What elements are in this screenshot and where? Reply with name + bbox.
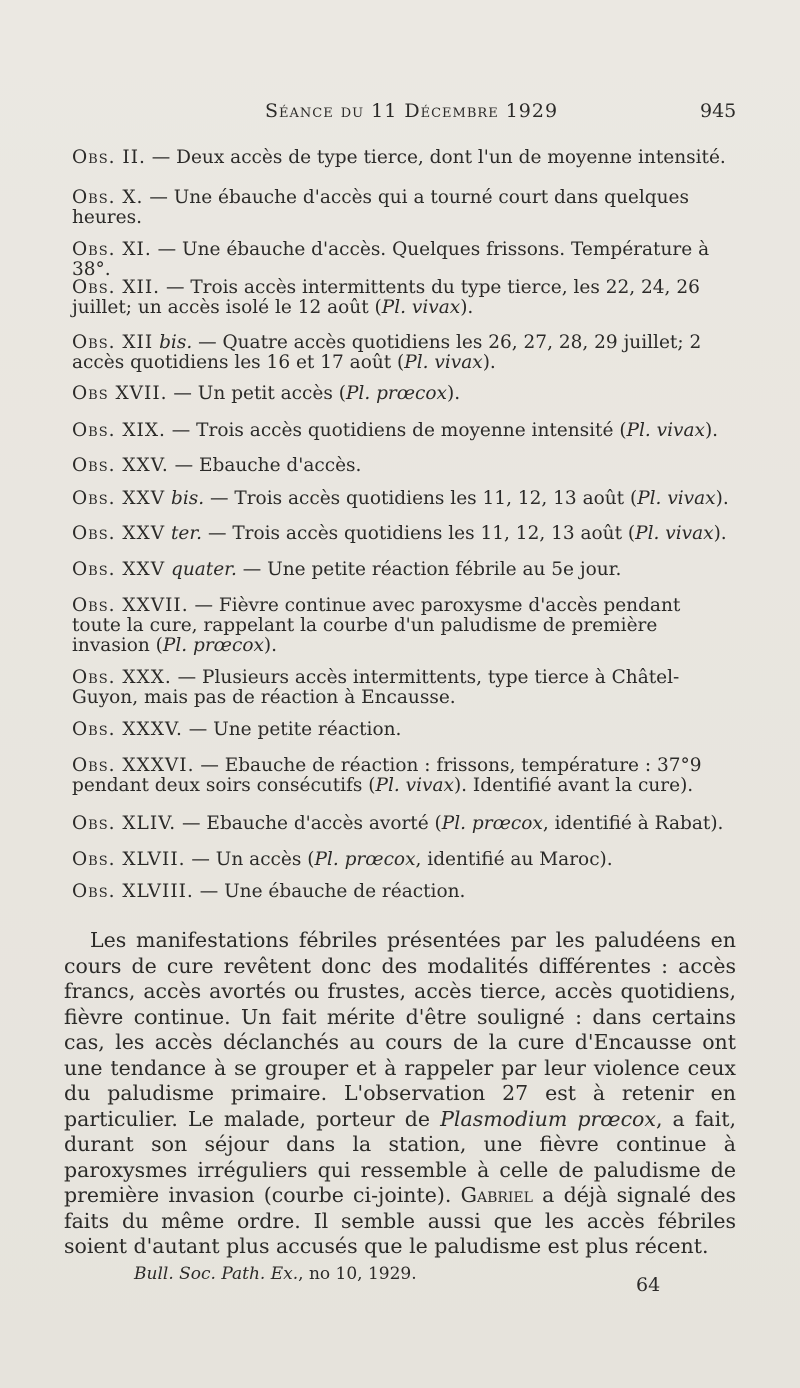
observation-label: Obs. XLIV. [72,813,177,834]
observation-entry [72,524,732,544]
observation-text-end: , identifié à Rabat). [542,813,724,834]
observation-entry [72,489,732,509]
observation-label: Obs. II. [72,147,146,168]
page-footer [0,1260,800,1300]
observation-entry [72,756,732,796]
observation-label: Obs. XI. [72,239,152,260]
observation-text-end: , identifié au Maroc). [415,849,613,870]
observation-label: Obs. XXXV. [72,719,183,740]
observation-text: — Quatre accès quotidiens les 26, 27, 28, 29 juillet; 2 accès quotidiens les 16 et 17 août ( [72,332,702,373]
observation-label-suffix: bis. [165,488,205,509]
observation-text: — Trois accès quotidiens les 11, 12, 13 août ( [202,523,636,544]
observation-entry [72,814,732,834]
observation-entry [72,596,732,656]
observation-text-end: ). [263,635,278,656]
observation-label-suffix: ter. [165,523,203,544]
observation-label: Obs. XIX. [72,420,166,441]
observation-label: Obs. XXX. [72,667,172,688]
author-name: Gabriel [460,1183,533,1207]
observation-label-suffix: bis. [153,332,193,353]
species-name: Pl. vivax [626,420,705,441]
observation-label: Obs. XXV [72,523,166,544]
species-name: Pl. prœcox [314,849,416,870]
observation-text: — Une petite réaction. [182,719,402,740]
observation-text-end: ). [482,352,496,373]
observation-label: Obs. X. [72,187,144,208]
observation-entry [72,668,732,708]
observation-text-end: ). [704,420,719,441]
paragraph-italic: Plasmodium prœcox [440,1106,656,1131]
paragraph-text-1: Les manifestations fébriles présentées par les paludéens en cours de cure revêtent donc des modalités différentes : accès francs, accès avortés ou frustes, accès tierce, accès quotidiens, fièvre continue. Un fait mérite d'être souligné : dans certains cas, les accès déclanchés au cours de la cure d'Encausse ont une tendance à se grouper et à rappeler par leur violence ceux du paludisme primaire. L'observation 27 est à retenir en particulier. Le malade, porteur de [64,928,736,1131]
observation-label: Obs. XLVIII. [72,881,194,902]
observation-entry [72,882,732,902]
observation-label: Obs. XXV. [72,455,169,476]
journal-citation [134,1264,417,1284]
species-name: Pl. vivax [635,523,714,544]
observation-entry [72,278,732,318]
running-header [0,98,800,128]
observation-entry [72,333,732,373]
observation-label: Obs. XII. [72,277,161,298]
observation-label: Obs. XXV [72,559,166,580]
observation-entry [72,456,732,476]
species-name: Pl. prœcox [441,813,543,834]
observation-text-end: ). [447,383,461,404]
observation-label: Obs. XXVII. [72,595,189,616]
observation-text-end: ). Identifié avant la cure). [453,775,694,796]
observation-entry [72,850,732,870]
observation-entry [72,148,732,168]
observation-entry [72,384,732,404]
citation-issue: , no 10, 1929. [298,1264,417,1284]
observation-label-suffix: quater. [165,559,237,580]
observation-text: — Une ébauche d'accès. Quelques frissons. Température à 38°. [72,239,710,280]
species-name: Pl. vivax [404,352,483,373]
observation-text: — Un accès ( [185,849,315,870]
species-name: Pl. prœcox [345,383,447,404]
species-name: Pl. vivax [381,297,461,318]
observation-label: Obs. XXXVI. [72,755,195,776]
observation-text: — Ebauche d'accès. [168,455,362,476]
observation-text: — Une petite réaction fébrile au 5e jour. [236,559,622,580]
signature-mark: 64 [636,1274,661,1296]
body-paragraph [64,928,736,1260]
observation-text: — Un petit accès ( [167,383,346,404]
paragraph-text-3: a déjà signalé des faits du même ordre. Il semble aussi que les accès fébriles soient d'autant plus accusés que le paludisme est plus récent. [64,1183,736,1258]
header-title: Séance du 11 Décembre 1929 [265,100,559,122]
species-name: Pl. vivax [375,775,454,796]
observation-entry [72,188,732,228]
observation-text: — Ebauche d'accès avorté ( [176,813,442,834]
observation-text: — Plusieurs accès intermittents, type tierce à Châtel-Guyon, mais pas de réaction à Encausse. [72,667,680,708]
paragraph-text-2: , a fait, durant son séjour dans la station, une fièvre continue à paroxysmes irréguliers qui ressemble à celle de paludisme de première invasion (courbe ci-jointe). [64,1106,736,1207]
observation-label: Obs. XLVII. [72,849,186,870]
species-name: Pl. prœcox [162,635,264,656]
observation-text: — Ebauche de réaction : frissons, température : 37°9 pendant deux soirs consécutifs ( [72,755,702,796]
observation-text: — Trois accès quotidiens les 11, 12, 13 août ( [204,488,638,509]
species-name: Pl. vivax [637,488,716,509]
observation-label: Obs XVII. [72,383,168,404]
citation-journal: Bull. Soc. Path. Ex. [134,1264,299,1284]
observation-label: Obs. XXV [72,488,166,509]
observation-text: — Une ébauche d'accès qui a tourné court dans quelques heures. [72,187,689,228]
observation-entry [72,240,732,280]
page-number: 945 [700,100,737,122]
observation-text-end: ). [715,488,729,509]
observation-text: — Trois accès quotidiens de moyenne intensité ( [165,420,627,441]
observation-text: — Une ébauche de réaction. [193,881,466,902]
observation-entry [72,421,732,441]
observation-text: — Deux accès de type tierce, dont l'un de moyenne intensité. [145,147,726,168]
observation-entry [72,720,732,740]
observation-text-end: ). [713,523,727,544]
observation-entry [72,560,732,580]
observation-text: — Fièvre continue avec paroxysme d'accès pendant toute la cure, rappelant la courbe d'un paludisme de première invasion ( [72,595,681,656]
observation-label: Obs. XII [72,332,154,353]
observation-text-end: ). [460,297,474,318]
observation-text: — Trois accès intermittents du type tierce, les 22, 24, 26 juillet; un accès isolé le 12 août ( [72,277,700,318]
